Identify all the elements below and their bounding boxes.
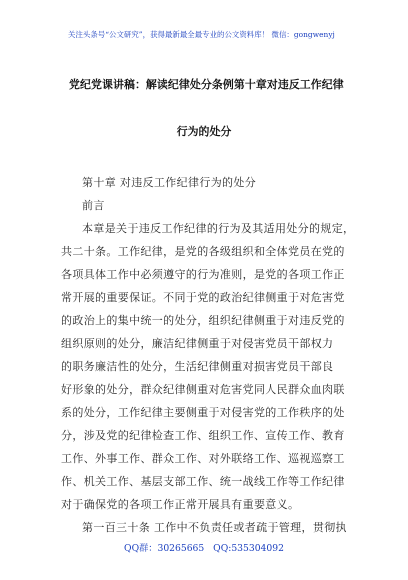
body-line: 常开展的重要保证。不同于党的政治纪律侧重于对危害党 <box>61 291 345 304</box>
document-title-line-2: 行为的处分 <box>176 125 232 138</box>
article-130-line: 第一百三十条 工作中不负责任或者疏于管理，贯彻执 <box>82 521 347 534</box>
body-line: 分，涉及党的纪律检查工作、组织工作、宣传工作、教育 <box>61 429 345 442</box>
body-line: 工作、外事工作、群众工作、对外联络工作、巡视巡察工 <box>61 452 345 465</box>
body-line: 的政治上的集中统一的处分，组织纪律侧重于对违反党的 <box>61 314 345 327</box>
body-line: 共二十条。工作纪律，是党的各级组织和全体党员在党的 <box>61 245 345 258</box>
body-line: 系的处分，工作纪律主要侧重于对侵害党的工作秩序的处 <box>61 406 345 419</box>
body-line: 作、机关工作、基层支部工作、统一战线工作等工作纪律 <box>61 475 345 488</box>
document-title-line-1: 党纪党课讲稿：解读纪律处分条例第十章对违反工作纪律 <box>69 78 344 91</box>
preface-heading: 前言 <box>82 199 105 212</box>
body-line: 各项具体工作中必须遵守的行为准则，是党的各项工作正 <box>61 268 345 281</box>
header-notice: 关注头条号“公文研究”，获得最新最全最专业的公文资料库！ 微信：gongwenyj <box>68 30 335 39</box>
body-line: 对于确保党的各项工作正常开展具有重要意义。 <box>61 498 300 511</box>
footer-qq: QQ:535304092 <box>213 543 284 554</box>
body-line: 组织原则的处分，廉洁纪律侧重于对侵害党员干部权力 <box>61 337 334 350</box>
chapter-heading: 第十章 对违反工作纪律行为的处分 <box>82 176 257 189</box>
body-line: 的职务廉洁性的处分，生活纪律侧重对损害党员干部良 <box>61 360 334 373</box>
footer-contact <box>0 540 408 554</box>
body-line: 好形象的处分，群众纪律侧重对危害党同人民群众血肉联 <box>61 383 345 396</box>
body-line: 本章是关于违反工作纪律的行为及其适用处分的规定， <box>82 222 355 235</box>
footer-qq-group: QQ群：30265665 <box>124 543 205 554</box>
